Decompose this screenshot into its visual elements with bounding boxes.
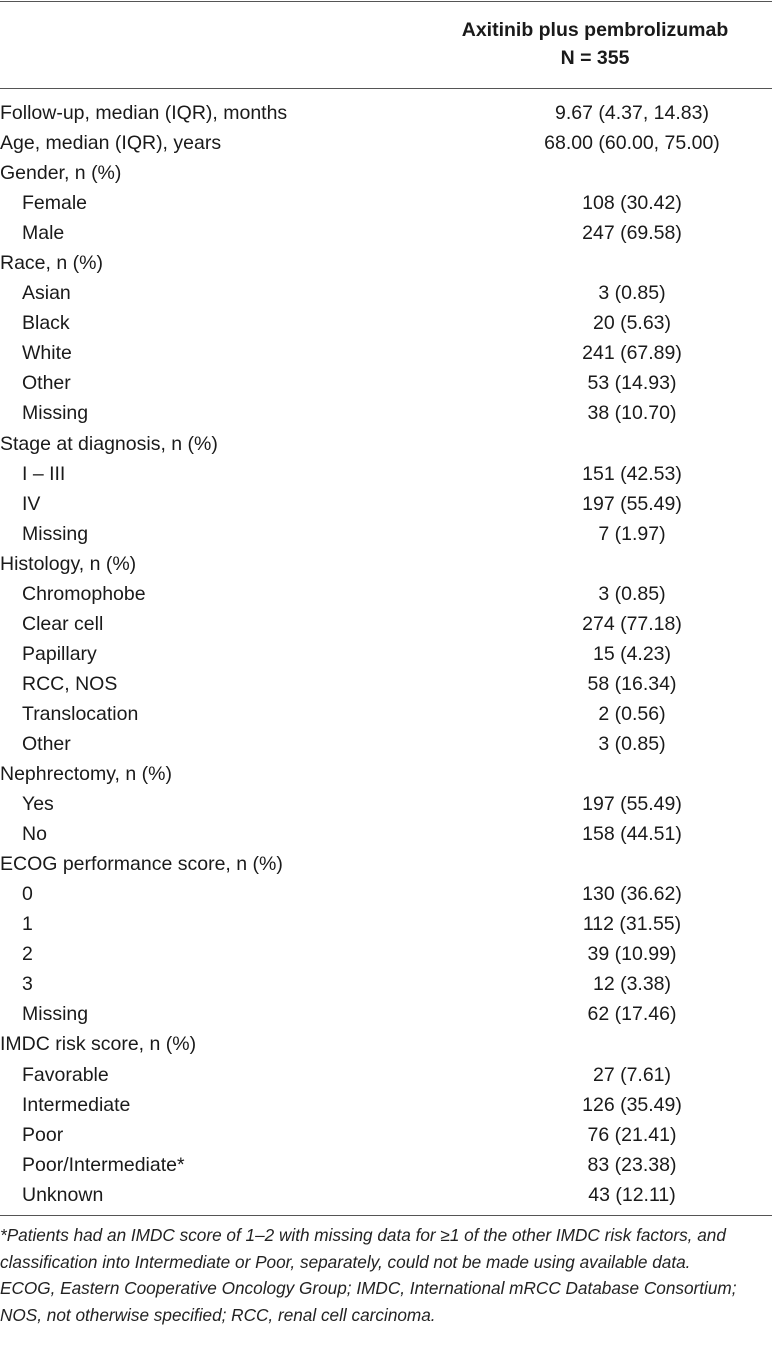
- row-label: 1: [22, 913, 33, 936]
- row-value: 2 (0.56): [598, 702, 666, 725]
- table-row: [0, 1090, 772, 1120]
- column-header: [430, 16, 760, 72]
- row-label: Other: [22, 732, 71, 755]
- column-title: Axitinib plus pembrolizumab: [461, 19, 729, 41]
- table-row-category: [0, 1029, 772, 1059]
- row-label: No: [22, 823, 47, 846]
- table-row: [0, 519, 772, 549]
- column-n: N = 355: [560, 47, 630, 69]
- table-footnotes: [0, 1222, 768, 1328]
- row-value: 38 (10.70): [587, 402, 677, 425]
- table-row: [0, 1180, 772, 1210]
- table-row: [0, 188, 772, 218]
- table-row-category: [0, 759, 772, 789]
- table-row-category: [0, 98, 772, 128]
- row-value: 43 (12.11): [588, 1183, 676, 1206]
- row-label: I – III: [22, 462, 66, 485]
- table-row: [0, 459, 772, 489]
- row-value: 53 (14.93): [587, 372, 677, 395]
- table-row: [0, 999, 772, 1029]
- row-label: Missing: [22, 522, 89, 545]
- row-value: 58 (16.34): [587, 672, 677, 695]
- row-value: 20 (5.63): [592, 312, 672, 335]
- row-label: IMDC risk score, n (%): [0, 1033, 197, 1056]
- row-label: Histology, n (%): [0, 552, 137, 575]
- footnote-abbreviations: ECOG, Eastern Cooperative Oncology Group; IMDC, International mRCC Database Consortium; NOS, not otherwise specified; RCC, renal cell carcinoma.: [0, 1278, 737, 1325]
- row-label: Race, n (%): [0, 252, 103, 275]
- row-label: Translocation: [22, 702, 139, 725]
- row-label: Clear cell: [22, 612, 104, 635]
- table-row: [0, 308, 772, 338]
- footnote-asterisk: *Patients had an IMDC score of 1–2 with missing data for ≥1 of the other IMDC risk factors, and classification into Intermediate or Poor, separately, could not be made using available data.: [0, 1225, 726, 1272]
- row-label: Papillary: [22, 642, 97, 665]
- row-label: Asian: [22, 282, 71, 305]
- row-value: 62 (17.46): [587, 1003, 677, 1026]
- table-row: [0, 819, 772, 849]
- table-row: [0, 729, 772, 759]
- row-value: 247 (69.58): [582, 222, 682, 245]
- table-row: [0, 1150, 772, 1180]
- row-label: Intermediate: [22, 1093, 131, 1116]
- row-label: Stage at diagnosis, n (%): [0, 432, 218, 455]
- table-row: [0, 909, 772, 939]
- table-row: [0, 368, 772, 398]
- row-value: 9.67 (4.37, 14.83): [555, 102, 709, 124]
- row-label: IV: [22, 492, 41, 515]
- row-label: Yes: [22, 793, 54, 816]
- table-bottom-rule: [0, 1215, 772, 1216]
- row-label: 0: [22, 883, 33, 906]
- row-value: 7 (1.97): [598, 522, 666, 545]
- table-row: [0, 939, 772, 969]
- row-label: RCC, NOS: [22, 672, 118, 695]
- row-value: 158 (44.51): [582, 823, 682, 846]
- table-body: [0, 98, 772, 1210]
- row-label: Missing: [22, 1003, 89, 1026]
- row-label: 3: [22, 973, 33, 996]
- row-label: Nephrectomy, n (%): [0, 763, 172, 786]
- table-row: [0, 609, 772, 639]
- row-label: 2: [22, 943, 33, 966]
- row-value: 112 (31.55): [582, 913, 682, 936]
- table-row-category: [0, 429, 772, 459]
- table-row-category: [0, 248, 772, 278]
- row-value: 83 (23.38): [587, 1153, 677, 1176]
- table-row: [0, 789, 772, 819]
- row-value: 3 (0.85): [598, 282, 666, 305]
- row-value: 197 (55.49): [582, 492, 682, 515]
- table-row: [0, 579, 772, 609]
- row-value: 39 (10.99): [587, 943, 677, 966]
- row-value: 197 (55.49): [582, 793, 682, 816]
- row-label: Female: [22, 192, 88, 215]
- table-row-category: [0, 158, 772, 188]
- row-label: Male: [22, 222, 65, 245]
- row-value: 108 (30.42): [582, 192, 682, 215]
- table-row: [0, 278, 772, 308]
- table-row: [0, 398, 772, 428]
- row-value: 241 (67.89): [582, 342, 682, 365]
- row-label: Black: [22, 312, 70, 335]
- row-value: 27 (7.61): [592, 1063, 672, 1086]
- table-row-category: [0, 549, 772, 579]
- row-label: White: [22, 342, 72, 365]
- row-value: 15 (4.23): [592, 642, 672, 665]
- table-row: [0, 489, 772, 519]
- table-row-category: [0, 128, 772, 158]
- row-label: Chromophobe: [22, 582, 146, 605]
- row-label: Other: [22, 372, 71, 395]
- row-label: Age, median (IQR), years: [0, 132, 222, 155]
- row-label: Missing: [22, 402, 89, 425]
- table-row: [0, 699, 772, 729]
- row-value: 3 (0.85): [598, 732, 666, 755]
- row-value: 151 (42.53): [582, 462, 682, 485]
- table-row: [0, 969, 772, 999]
- table-row: [0, 218, 772, 248]
- table-row: [0, 669, 772, 699]
- row-label: Follow-up, median (IQR), months: [0, 102, 288, 124]
- header-divider: [0, 88, 772, 89]
- table-row: [0, 639, 772, 669]
- row-label: Unknown: [22, 1183, 104, 1206]
- row-value: 12 (3.38): [592, 973, 672, 996]
- row-label: ECOG performance score, n (%): [0, 853, 283, 876]
- table-row-category: [0, 849, 772, 879]
- row-value: 274 (77.18): [582, 612, 682, 635]
- row-value: 68.00 (60.00, 75.00): [544, 132, 720, 155]
- row-label: Poor: [22, 1123, 64, 1146]
- row-label: Poor/Intermediate*: [22, 1153, 185, 1176]
- table-row: [0, 1060, 772, 1090]
- table-row: [0, 879, 772, 909]
- row-value: 126 (35.49): [582, 1093, 682, 1116]
- row-label: Gender, n (%): [0, 162, 122, 185]
- table-row: [0, 1120, 772, 1150]
- table-row: [0, 338, 772, 368]
- table-top-rule: [0, 1, 772, 2]
- row-label: Favorable: [22, 1063, 109, 1086]
- row-value: 76 (21.41): [587, 1123, 677, 1146]
- row-value: 130 (36.62): [582, 883, 682, 906]
- row-value: 3 (0.85): [598, 582, 666, 605]
